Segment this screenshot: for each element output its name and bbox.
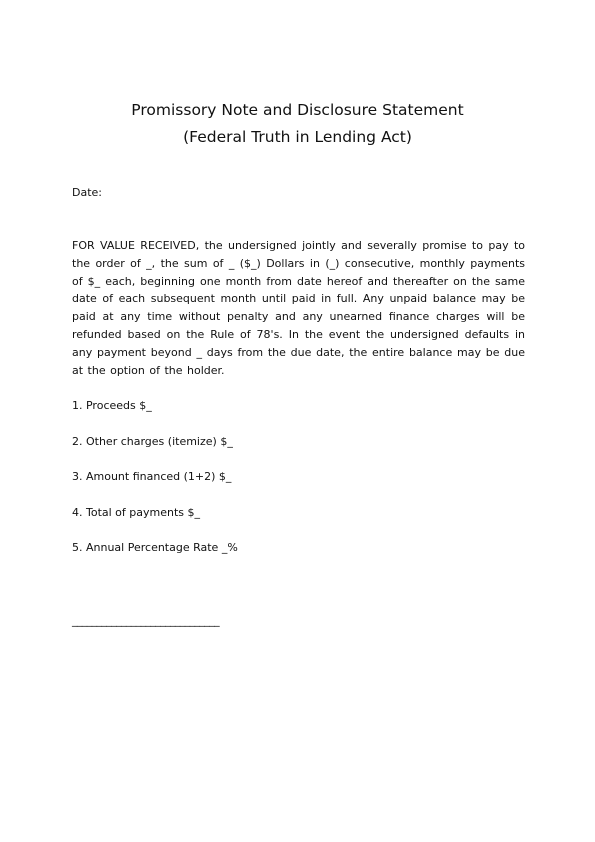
disclosure-item-total-payments: 4. Total of payments $_ bbox=[72, 505, 201, 519]
disclosure-item-other-charges: 2. Other charges (itemize) $_ bbox=[72, 434, 233, 448]
disclosure-item-amount-financed: 3. Amount financed (1+2) $_ bbox=[72, 470, 232, 483]
signature-line: ______________________________ bbox=[72, 614, 220, 627]
disclosure-item-apr: 5. Annual Percentage Rate _% bbox=[72, 541, 238, 554]
title-line-2: (Federal Truth in Lending Act) bbox=[183, 128, 412, 146]
note-body-paragraph: FOR VALUE RECEIVED, the undersigned jointly and severally promise to pay to the order of _, the sum of _ ($_) Dollars in (_) consecutive, monthly payments of $_ each, beginning one month from date hereof and thereafter on the same date of each subsequent month until paid in full. Any unpaid balance may be paid at any time without penalty and any unearned finance charges will be refunded based on the Rule of 78's. In the event the undersigned defaults in any payment beyond _ days from the due date, the entire balance may be due at the option of the holder. bbox=[72, 239, 525, 377]
disclosure-item-proceeds: 1. Proceeds $_ bbox=[72, 399, 152, 412]
title-line-1: Promissory Note and Disclosure Statement bbox=[131, 101, 464, 119]
disclosure-items-list bbox=[72, 397, 238, 575]
document-title bbox=[0, 97, 595, 151]
date-label: Date: bbox=[72, 186, 102, 199]
